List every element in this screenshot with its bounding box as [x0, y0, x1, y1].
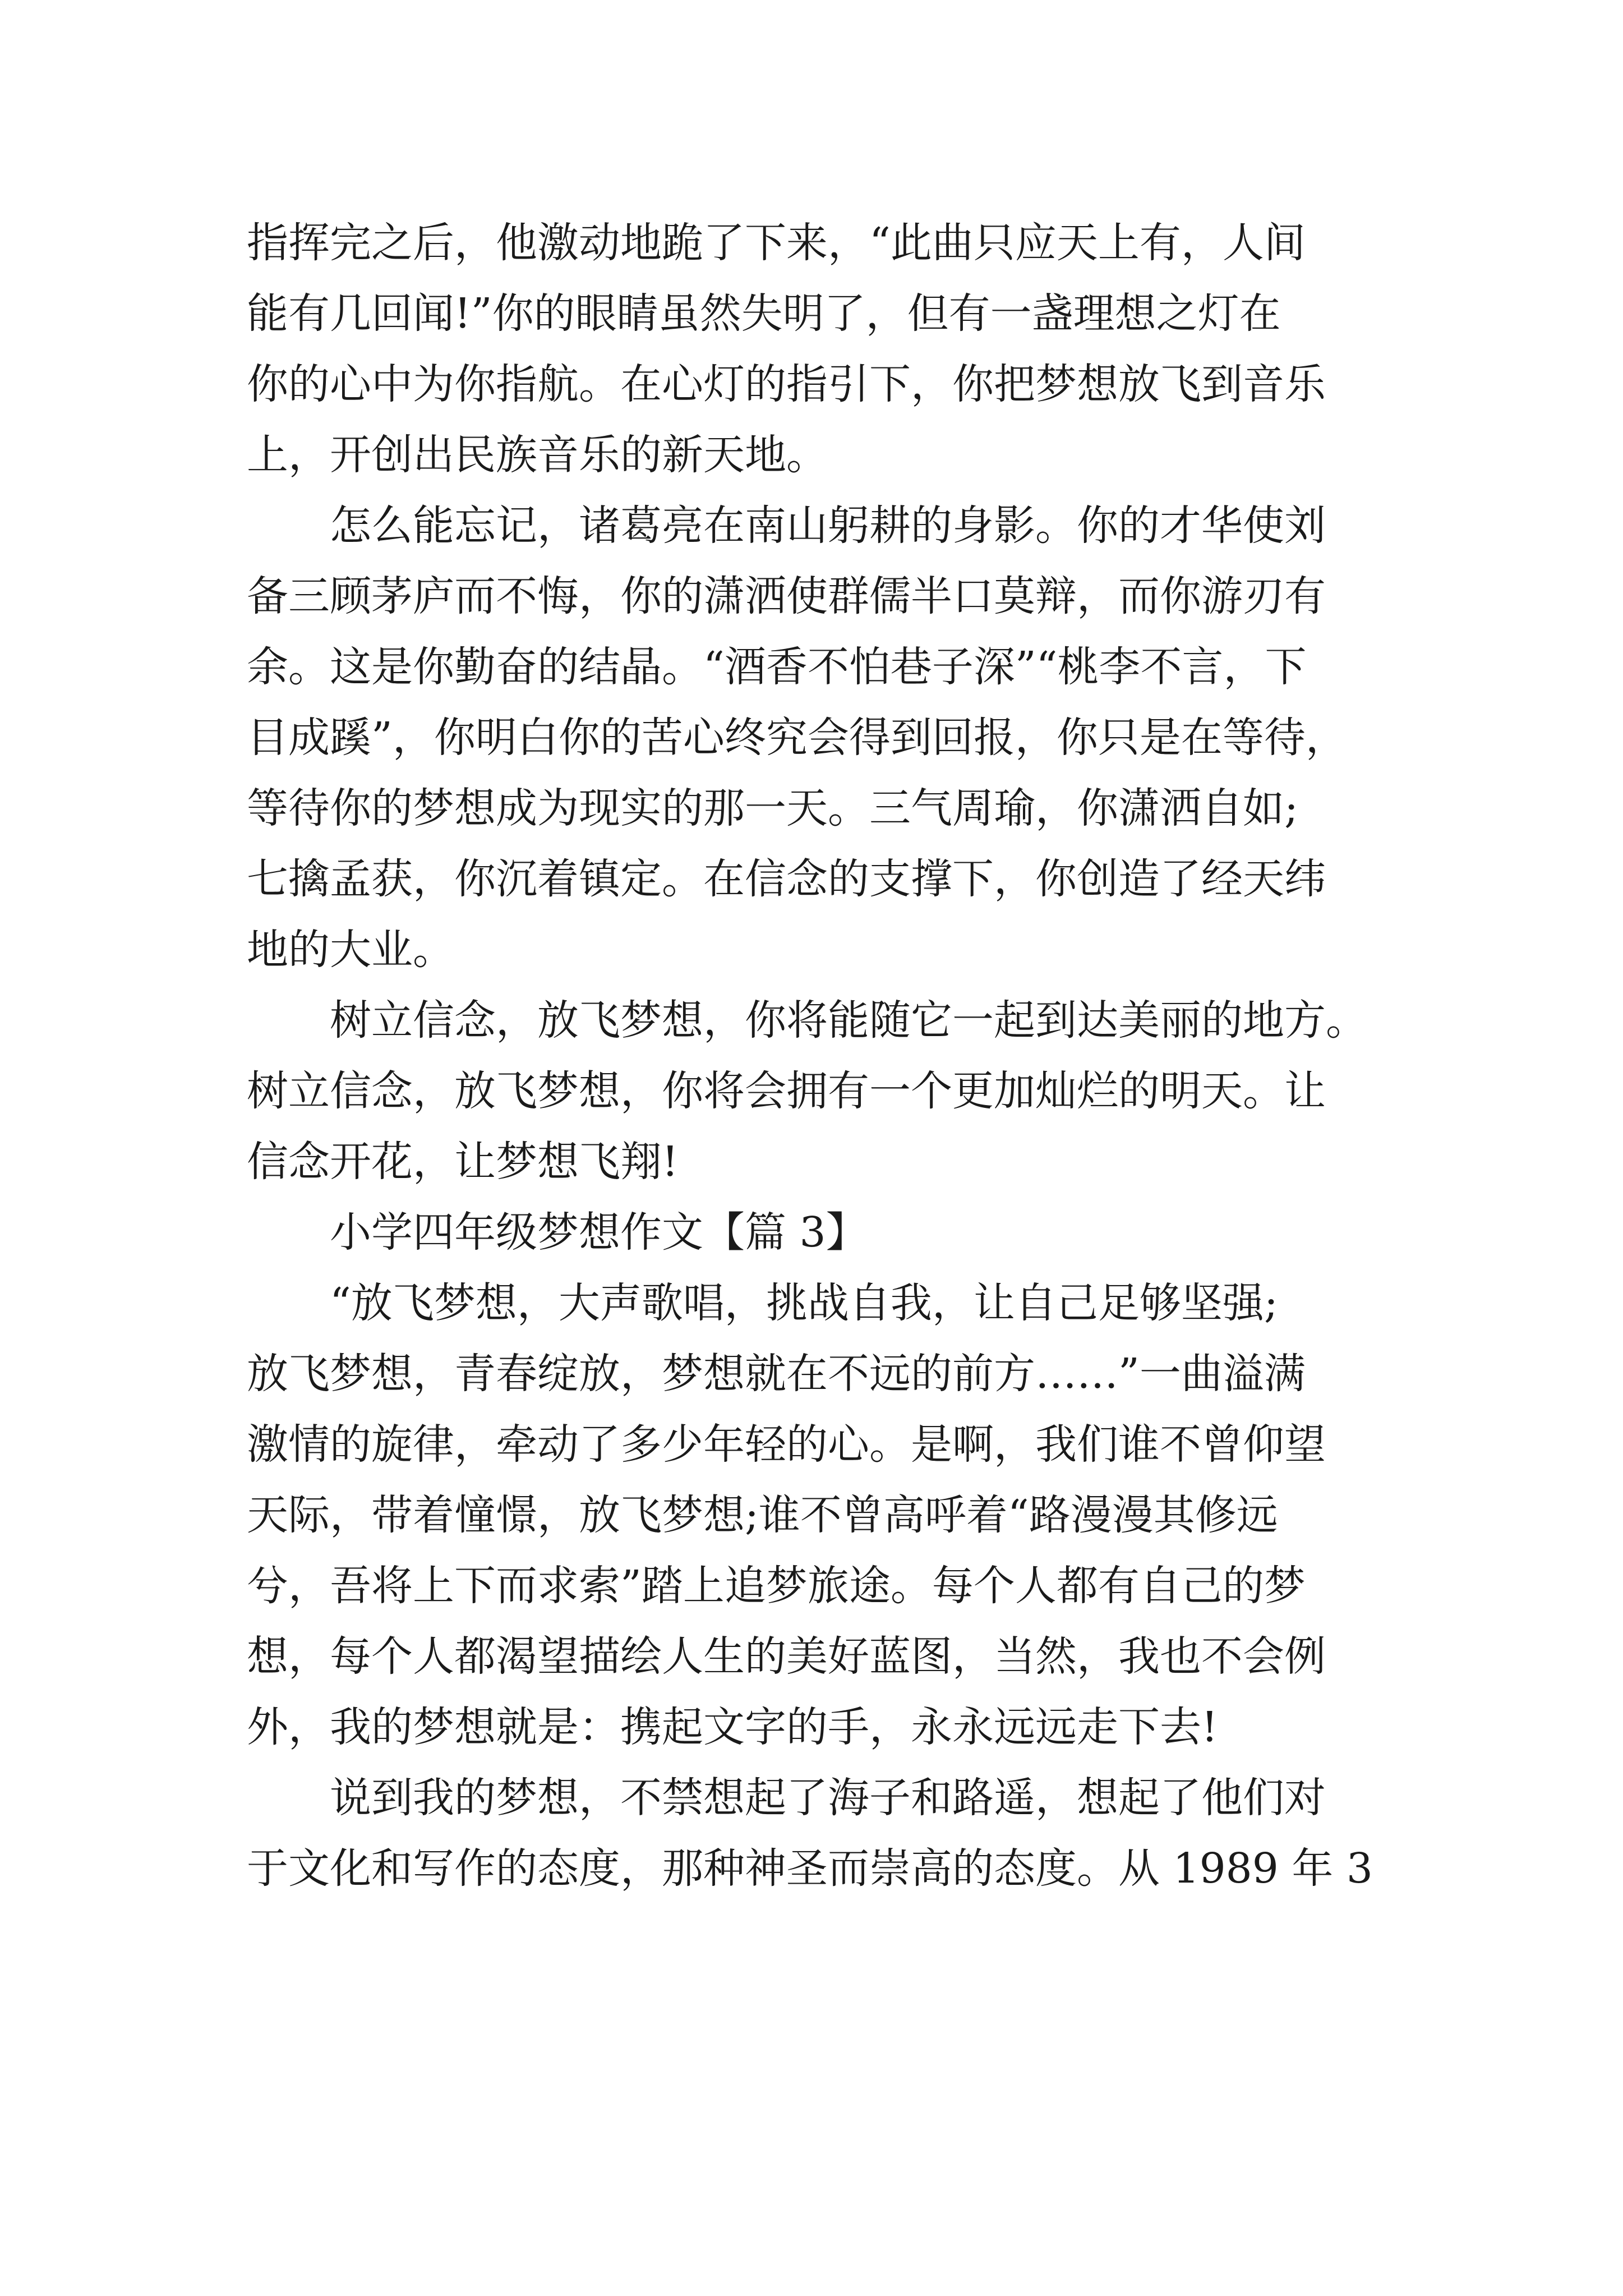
text-line: 外，我的梦想就是：携起文字的手，永永远远走下去! [247, 1703, 1218, 1751]
text-line: 天际，带着憧憬，放飞梦想;谁不曾高呼着“路漫漫其修远 [247, 1491, 1278, 1539]
text-line: 你的心中为你指航。在心灯的指引下，你把梦想放飞到音乐 [247, 360, 1326, 408]
text-line: 说到我的梦想，不禁想起了海子和路遥，想起了他们对 [247, 1774, 1326, 1822]
text-line: 兮，吾将上下而求索”踏上追梦旅途。每个人都有自己的梦 [247, 1562, 1306, 1610]
text-line: 目成蹊”，你明白你的苦心终究会得到回报，你只是在等待， [247, 714, 1347, 762]
text-line: 放飞梦想，青春绽放，梦想就在不远的前方……”一曲溢满 [247, 1350, 1306, 1398]
text-line: 于文化和写作的态度，那种神圣而崇高的态度。从 1989 年 3 [247, 1844, 1373, 1893]
text-line: 指挥完之后，他激动地跪了下来，“此曲只应天上有，人间 [247, 219, 1306, 267]
text-line: 余。这是你勤奋的结晶。“酒香不怕巷子深”“桃李不言，下 [247, 643, 1307, 691]
body-text [247, 208, 1391, 1904]
text-line: 激情的旋律，牵动了多少年轻的心。是啊，我们谁不曾仰望 [247, 1420, 1326, 1469]
text-line: 七擒孟获，你沉着镇定。在信念的支撑下，你创造了经天纬 [247, 855, 1326, 903]
text-line: 地的大业。 [247, 926, 454, 974]
text-line: 备三顾茅庐而不悔，你的潇洒使群儒半口莫辩，而你游刃有 [247, 572, 1326, 620]
text-line: 能有几回闻!”你的眼睛虽然失明了，但有一盏理想之灯在 [247, 289, 1281, 338]
text-line: 等待你的梦想成为现实的那一天。三气周瑜，你潇洒自如; [247, 784, 1298, 832]
text-line: 树立信念，放飞梦想，你将能随它一起到达美丽的地方。 [247, 996, 1367, 1045]
text-line: 怎么能忘记，诸葛亮在南山躬耕的身影。你的才华使刘 [247, 501, 1326, 550]
section-heading: 小学四年级梦想作文【篇 3】 [247, 1208, 868, 1257]
text-line: 想，每个人都渴望描绘人生的美好蓝图，当然，我也不会例 [247, 1632, 1326, 1681]
text-line: 上，开创出民族音乐的新天地。 [247, 431, 828, 479]
text-line: 树立信念，放飞梦想，你将会拥有一个更加灿烂的明天。让 [247, 1067, 1326, 1115]
text-line: 信念开花，让梦想飞翔! [247, 1138, 679, 1186]
text-line: “放飞梦想，大声歌唱，挑战自我，让自己足够坚强; [247, 1279, 1278, 1327]
